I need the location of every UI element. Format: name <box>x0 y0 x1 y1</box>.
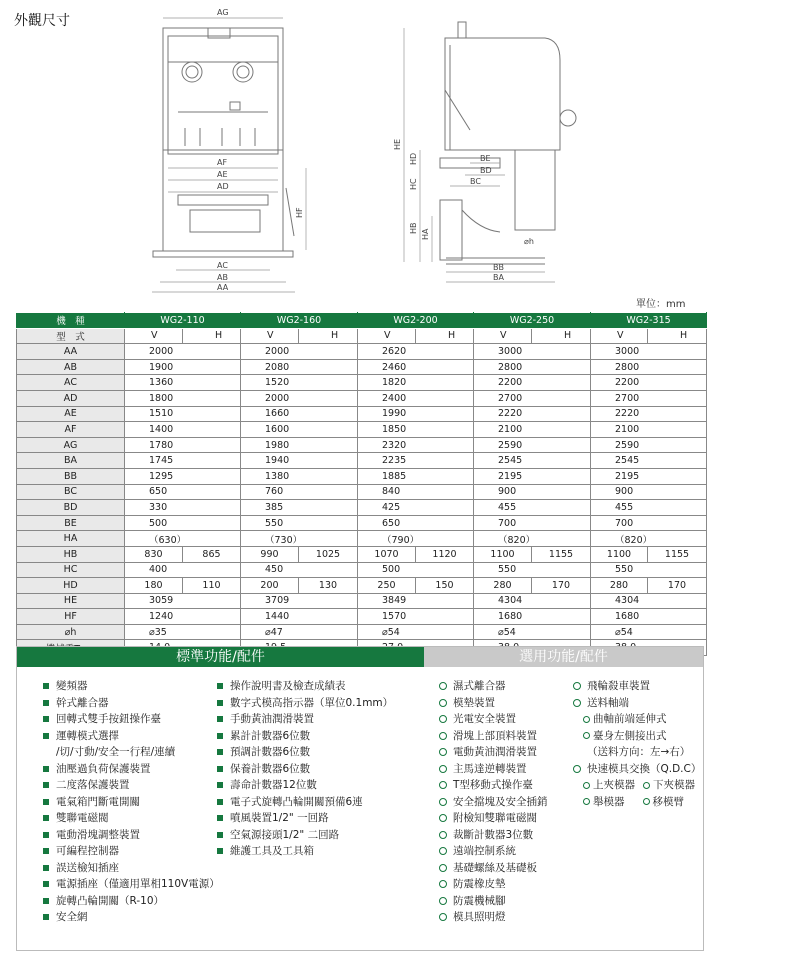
table-cell: 1360 <box>125 375 241 391</box>
dim-ha: HA <box>421 228 430 240</box>
standard-features-title: 標準功能/配件 <box>17 647 424 667</box>
list-item: 可編程控制器 <box>43 843 220 860</box>
table-cell: 1025 <box>299 546 358 562</box>
type-h: H <box>648 328 707 344</box>
table-cell: 2700 <box>474 390 591 406</box>
row-label: AE <box>17 406 125 422</box>
type-v: V <box>474 328 532 344</box>
table-cell: 500 <box>125 515 241 531</box>
row-label: AC <box>17 375 125 391</box>
list-item: 雙聯電磁閥 <box>43 810 220 827</box>
list-item: 送料軸端 <box>573 695 701 712</box>
square-bullet-icon <box>43 898 49 904</box>
square-bullet-icon <box>43 799 49 805</box>
dim-hc: HC <box>409 178 418 190</box>
list-item: 遠端控制系統 <box>439 843 548 860</box>
circle-bullet-icon <box>573 699 581 707</box>
standard-list-2 <box>217 678 393 860</box>
circle-bullet-icon <box>439 831 447 839</box>
table-cell: 500 <box>358 562 474 578</box>
table-cell: 1100 <box>591 546 648 562</box>
list-item: 油壓過負荷保護裝置 <box>43 761 220 778</box>
list-item: 空氣源接頭1/2" 二回路 <box>217 827 393 844</box>
table-cell: ⌀54 <box>474 624 591 640</box>
table-cell: 3000 <box>474 344 591 360</box>
table-cell: 1070 <box>358 546 416 562</box>
row-label: 型 式 <box>17 328 125 344</box>
table-row <box>17 437 707 453</box>
table-cell: 2545 <box>474 453 591 469</box>
table-cell: 180 <box>125 578 183 594</box>
table-cell: 1155 <box>532 546 591 562</box>
dim-bd: BD <box>480 166 492 175</box>
table-cell: 2000 <box>125 344 241 360</box>
list-item: 噴風裝置1/2" 一回路 <box>217 810 393 827</box>
table-cell: （790） <box>358 531 474 547</box>
list-item: 曲軸前端延伸式 <box>573 711 701 728</box>
table-cell: 1510 <box>125 406 241 422</box>
table-cell: 200 <box>241 578 299 594</box>
square-bullet-icon <box>217 848 223 854</box>
circle-bullet-icon <box>439 748 447 756</box>
table-cell: 2800 <box>474 359 591 375</box>
spec-table <box>16 312 707 656</box>
optional-list-1 <box>439 678 548 926</box>
row-label: BA <box>17 453 125 469</box>
square-bullet-icon <box>217 733 223 739</box>
square-bullet-icon <box>217 683 223 689</box>
table-cell: 450 <box>241 562 358 578</box>
list-item: 裁斷計數器3位數 <box>439 827 548 844</box>
table-row <box>17 484 707 500</box>
table-cell: 650 <box>125 484 241 500</box>
table-cell: 3849 <box>358 593 474 609</box>
list-item: 預調計數器6位數 <box>217 744 393 761</box>
table-cell: 550 <box>591 562 707 578</box>
table-cell: 1440 <box>241 609 358 625</box>
row-label: BD <box>17 500 125 516</box>
table-header-row <box>17 313 707 329</box>
table-cell: 700 <box>591 515 707 531</box>
list-item: 保養計數器6位數 <box>217 761 393 778</box>
list-item: 電子式旋轉凸輪開關預備6連 <box>217 794 393 811</box>
table-cell: 1680 <box>591 609 707 625</box>
table-row <box>17 375 707 391</box>
table-cell: 2590 <box>591 437 707 453</box>
list-item: 操作說明書及檢查成績表 <box>217 678 393 695</box>
header-model: WG2-160 <box>241 313 358 329</box>
type-v: V <box>241 328 299 344</box>
features-panel <box>16 646 704 951</box>
unit-label: 單位：mm <box>636 299 686 310</box>
row-label: BB <box>17 468 125 484</box>
table-cell: 2195 <box>474 468 591 484</box>
circle-bullet-icon <box>583 732 590 739</box>
square-bullet-icon <box>43 832 49 838</box>
circle-bullet-icon <box>583 798 590 805</box>
table-cell: 4304 <box>474 593 591 609</box>
table-cell: 280 <box>474 578 532 594</box>
table-cell: 650 <box>358 515 474 531</box>
table-cell: 400 <box>125 562 241 578</box>
type-v: V <box>358 328 416 344</box>
table-cell: 900 <box>474 484 591 500</box>
circle-bullet-icon <box>573 682 581 690</box>
circle-bullet-icon <box>439 897 447 905</box>
table-cell: ⌀54 <box>358 624 474 640</box>
table-cell: 1520 <box>241 375 358 391</box>
table-cell: （820） <box>474 531 591 547</box>
dim-hd: HD <box>409 152 418 165</box>
table-cell: 2100 <box>591 422 707 438</box>
list-item: 附檢知雙聯電磁閥 <box>439 810 548 827</box>
row-label: AG <box>17 437 125 453</box>
square-bullet-icon <box>217 766 223 772</box>
table-cell: 2080 <box>241 359 358 375</box>
table-cell: （730） <box>241 531 358 547</box>
list-item: 防震橡皮墊 <box>439 876 548 893</box>
dimension-drawings <box>0 0 800 300</box>
square-bullet-icon <box>43 766 49 772</box>
dim-hb: HB <box>409 222 418 234</box>
square-bullet-icon <box>217 749 223 755</box>
table-cell: 2400 <box>358 390 474 406</box>
circle-bullet-icon <box>573 765 581 773</box>
list-item: 電動滑塊調整裝置 <box>43 827 220 844</box>
row-label: AB <box>17 359 125 375</box>
square-bullet-icon <box>43 782 49 788</box>
square-bullet-icon <box>43 848 49 854</box>
list-item: 上夾模器 下夾模器 <box>573 777 701 794</box>
list-item: 舉模器 移模臂 <box>573 794 701 811</box>
dim-aa: AA <box>217 283 229 292</box>
circle-bullet-icon <box>439 781 447 789</box>
square-bullet-icon <box>43 881 49 887</box>
table-cell: 280 <box>591 578 648 594</box>
row-label: BC <box>17 484 125 500</box>
features-header <box>17 647 703 667</box>
table-cell: 2100 <box>474 422 591 438</box>
table-cell: 1120 <box>416 546 474 562</box>
list-item: 數字式模高指示器（單位0.1mm） <box>217 695 393 712</box>
table-cell: 2320 <box>358 437 474 453</box>
table-cell: 425 <box>358 500 474 516</box>
table-cell: 990 <box>241 546 299 562</box>
square-bullet-icon <box>217 700 223 706</box>
list-item: /切/寸動/安全一行程/連續 <box>56 746 176 758</box>
square-bullet-icon <box>43 815 49 821</box>
table-cell: （820） <box>591 531 707 547</box>
list-item: 電源插座（僅適用單相110V電源） <box>43 876 220 893</box>
table-cell: 1820 <box>358 375 474 391</box>
table-cell: 865 <box>183 546 241 562</box>
header-model: WG2-315 <box>591 313 707 329</box>
table-row <box>17 344 707 360</box>
table-cell: 110 <box>183 578 241 594</box>
table-row <box>17 609 707 625</box>
table-cell: 1980 <box>241 437 358 453</box>
list-item: 飛輪殺車裝置 <box>573 678 701 695</box>
circle-bullet-icon <box>643 782 650 789</box>
dim-h-diameter: ⌀h <box>524 237 534 246</box>
list-item: 運轉模式選擇 <box>43 728 220 745</box>
table-row <box>17 468 707 484</box>
list-item: 模具照明燈 <box>439 909 548 926</box>
table-cell: 2000 <box>241 344 358 360</box>
table-cell: 2195 <box>591 468 707 484</box>
table-cell: 250 <box>358 578 416 594</box>
table-cell: 1570 <box>358 609 474 625</box>
circle-bullet-icon <box>583 782 590 789</box>
table-cell: 1745 <box>125 453 241 469</box>
table-cell: 2220 <box>591 406 707 422</box>
table-cell: 2460 <box>358 359 474 375</box>
table-cell: 1100 <box>474 546 532 562</box>
table-cell: 1780 <box>125 437 241 453</box>
list-item: 基礎螺絲及基礎板 <box>439 860 548 877</box>
circle-bullet-icon <box>583 716 590 723</box>
list-item: 手動黃油潤滑裝置 <box>217 711 393 728</box>
circle-bullet-icon <box>439 765 447 773</box>
dim-ae: AE <box>217 170 228 179</box>
square-bullet-icon <box>217 782 223 788</box>
optional-list-2 <box>573 678 701 810</box>
optional-features-title: 選用功能/配件 <box>424 647 703 667</box>
row-label: HD <box>17 578 125 594</box>
table-row <box>17 624 707 640</box>
table-cell: 2200 <box>474 375 591 391</box>
table-cell: 1155 <box>648 546 707 562</box>
square-bullet-icon <box>217 716 223 722</box>
dim-af: AF <box>217 158 228 167</box>
circle-bullet-icon <box>439 699 447 707</box>
table-row <box>17 453 707 469</box>
table-cell: ⌀54 <box>591 624 707 640</box>
table-row <box>17 531 707 547</box>
table-cell: 2235 <box>358 453 474 469</box>
list-item: 壽命計數器12位數 <box>217 777 393 794</box>
table-cell: 1600 <box>241 422 358 438</box>
row-label: ⌀h <box>17 624 125 640</box>
table-row <box>17 390 707 406</box>
circle-bullet-icon <box>439 913 447 921</box>
table-cell: 2545 <box>591 453 707 469</box>
list-item: 累計計數器6位數 <box>217 728 393 745</box>
row-label: HA <box>17 531 125 547</box>
table-row <box>17 500 707 516</box>
square-bullet-icon <box>43 733 49 739</box>
row-label: BE <box>17 515 125 531</box>
table-row <box>17 562 707 578</box>
list-item: 臺身左側接出式 <box>573 728 701 745</box>
circle-bullet-icon <box>439 847 447 855</box>
table-cell: 455 <box>474 500 591 516</box>
table-cell: 1885 <box>358 468 474 484</box>
table-cell: 1800 <box>125 390 241 406</box>
table-row <box>17 422 707 438</box>
table-cell: 1660 <box>241 406 358 422</box>
table-row <box>17 328 707 344</box>
header-model: WG2-110 <box>125 313 241 329</box>
table-cell: 1240 <box>125 609 241 625</box>
type-h: H <box>299 328 358 344</box>
circle-bullet-icon <box>439 880 447 888</box>
table-cell: 1295 <box>125 468 241 484</box>
table-cell: 900 <box>591 484 707 500</box>
table-cell: 385 <box>241 500 358 516</box>
table-cell: ⌀35 <box>125 624 241 640</box>
list-item: 滑塊上部頂料裝置 <box>439 728 548 745</box>
row-label: HC <box>17 562 125 578</box>
list-item: 旋轉凸輪開關（R-10） <box>43 893 220 910</box>
list-item: 電動黃油潤滑裝置 <box>439 744 548 761</box>
table-cell: 130 <box>299 578 358 594</box>
dim-ag: AG <box>217 8 229 17</box>
list-item: 快速模具交換（Q.D.C） <box>573 761 701 778</box>
dim-hf: HF <box>295 207 304 218</box>
square-bullet-icon <box>43 716 49 722</box>
table-cell: 830 <box>125 546 183 562</box>
dim-be: BE <box>480 154 491 163</box>
list-item: 變頻器 <box>43 678 220 695</box>
square-bullet-icon <box>217 832 223 838</box>
list-item: 防震機械腳 <box>439 893 548 910</box>
table-cell: 330 <box>125 500 241 516</box>
table-cell: 150 <box>416 578 474 594</box>
list-item: 二度落保護裝置 <box>43 777 220 794</box>
table-cell: 1990 <box>358 406 474 422</box>
table-cell: 550 <box>474 562 591 578</box>
row-label: HE <box>17 593 125 609</box>
list-item: 濕式離合器 <box>439 678 548 695</box>
square-bullet-icon <box>43 914 49 920</box>
table-cell: 2800 <box>591 359 707 375</box>
standard-list-1 <box>43 678 220 926</box>
table-cell: 1940 <box>241 453 358 469</box>
list-item: 幹式離合器 <box>43 695 220 712</box>
table-cell: 2700 <box>591 390 707 406</box>
header-model: WG2-250 <box>474 313 591 329</box>
circle-bullet-icon <box>439 715 447 723</box>
list-item: 主馬達逆轉裝置 <box>439 761 548 778</box>
square-bullet-icon <box>217 815 223 821</box>
square-bullet-icon <box>43 683 49 689</box>
dim-he: HE <box>393 138 402 150</box>
dim-ab: AB <box>217 273 228 282</box>
list-item: 模墊裝置 <box>439 695 548 712</box>
table-cell: 455 <box>591 500 707 516</box>
list-item: （送料方向：左→右） <box>587 746 691 758</box>
table-row <box>17 546 707 562</box>
table-cell: （630） <box>125 531 241 547</box>
table-cell: 2000 <box>241 390 358 406</box>
table-row <box>17 578 707 594</box>
dim-bc: BC <box>470 177 481 186</box>
list-item: 安全網 <box>43 909 220 926</box>
dim-bb: BB <box>493 263 504 272</box>
table-cell: 1850 <box>358 422 474 438</box>
table-cell: ⌀47 <box>241 624 358 640</box>
circle-bullet-icon <box>439 798 447 806</box>
circle-bullet-icon <box>439 682 447 690</box>
table-row <box>17 406 707 422</box>
type-h: H <box>532 328 591 344</box>
list-item: 誤送檢知插座 <box>43 860 220 877</box>
table-cell: 550 <box>241 515 358 531</box>
dim-ad: AD <box>217 182 229 191</box>
page-title: 外觀尺寸 <box>14 13 70 29</box>
type-h: H <box>416 328 474 344</box>
header-model-label: 機 種 <box>17 313 125 329</box>
table-cell: 3059 <box>125 593 241 609</box>
circle-bullet-icon <box>643 798 650 805</box>
table-cell: 2220 <box>474 406 591 422</box>
table-cell: 840 <box>358 484 474 500</box>
dim-ac: AC <box>217 261 228 270</box>
table-cell: 2200 <box>591 375 707 391</box>
table-cell: 170 <box>648 578 707 594</box>
table-row <box>17 515 707 531</box>
row-label: HB <box>17 546 125 562</box>
circle-bullet-icon <box>439 864 447 872</box>
table-cell: 1680 <box>474 609 591 625</box>
square-bullet-icon <box>43 865 49 871</box>
table-cell: 1380 <box>241 468 358 484</box>
table-cell: 2590 <box>474 437 591 453</box>
table-cell: 700 <box>474 515 591 531</box>
square-bullet-icon <box>217 799 223 805</box>
table-cell: 2620 <box>358 344 474 360</box>
square-bullet-icon <box>43 700 49 706</box>
circle-bullet-icon <box>439 732 447 740</box>
row-label: HF <box>17 609 125 625</box>
list-item: 安全擋塊及安全插銷 <box>439 794 548 811</box>
row-label: AF <box>17 422 125 438</box>
row-label: AA <box>17 344 125 360</box>
table-row <box>17 359 707 375</box>
table-row <box>17 593 707 609</box>
type-v: V <box>125 328 183 344</box>
list-item: 電氣箱門斷電開關 <box>43 794 220 811</box>
circle-bullet-icon <box>439 814 447 822</box>
type-h: H <box>183 328 241 344</box>
list-item: 光電安全裝置 <box>439 711 548 728</box>
table-cell: 4304 <box>591 593 707 609</box>
table-cell: 3709 <box>241 593 358 609</box>
list-item: 維護工具及工具箱 <box>217 843 393 860</box>
list-item: T型移動式操作臺 <box>439 777 548 794</box>
table-cell: 3000 <box>591 344 707 360</box>
dim-ba: BA <box>493 273 504 282</box>
table-cell: 170 <box>532 578 591 594</box>
table-cell: 1900 <box>125 359 241 375</box>
row-label: AD <box>17 390 125 406</box>
type-v: V <box>591 328 648 344</box>
table-cell: 1400 <box>125 422 241 438</box>
header-model: WG2-200 <box>358 313 474 329</box>
list-item: 回轉式雙手按鈕操作臺 <box>43 711 220 728</box>
table-cell: 760 <box>241 484 358 500</box>
side-view-drawing <box>0 0 800 300</box>
